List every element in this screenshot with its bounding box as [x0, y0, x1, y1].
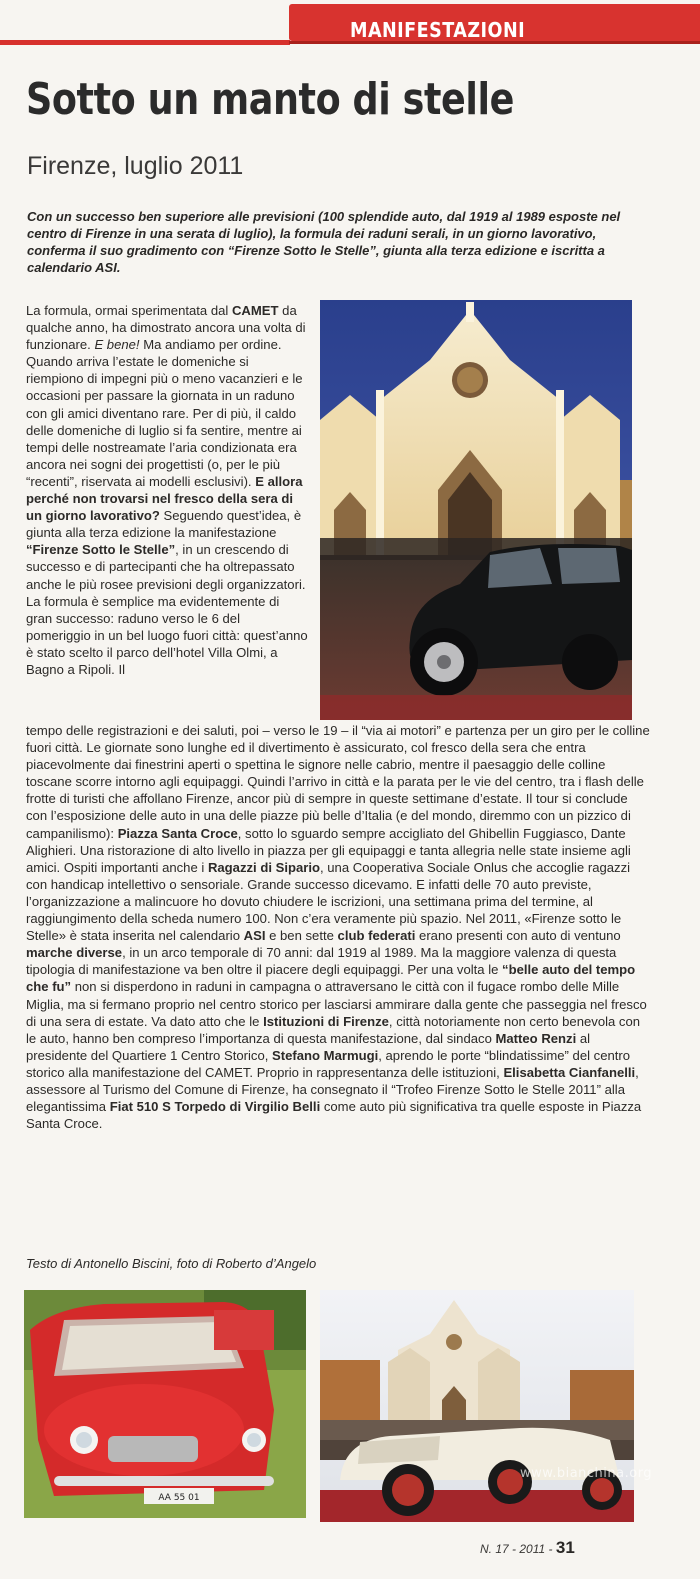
body-text: , una Cooperativa Sociale Onlus che accoglie ragazzi con handicap intellettivo o sensoriale. Grande successo dicevamo. E infatti delle 70 auto previste, l’organizzazione a malincuore ho dovuto chiudere le iscrizioni, una settimana prima del termine, al raggiungimento della scheda numero 100. Non c’era veramente più spazio. Nel 2011, «Firenze sotto le Stelle» è stata inserita nel calendario [26, 859, 631, 944]
photo-credits: Testo di Antonello Biscini, foto di Roberto d’Angelo [26, 1256, 317, 1271]
body-emphasis: “Firenze Sotto le Stelle” [26, 542, 176, 558]
photo-white-torpedo-image [320, 1290, 634, 1522]
body-paragraph-1 [26, 302, 308, 678]
body-text: , città notoriamente non certo benevola con le auto, hanno ben compreso l’importanza di questa manifestazione, dal sindaco [26, 1013, 641, 1046]
watermark: www.bianchina.org [520, 1466, 653, 1481]
issue-number: N. 17 [480, 1542, 509, 1556]
header-rule [0, 40, 290, 45]
body-text: , in un arco temporale di 70 anni: dal 1919 al 1989. Ma la maggiore valenza di questa tipologia di manifestazione va ben oltre il piacere degli equipaggi. Per una volta le [26, 945, 617, 978]
body-text: Seguendo quest’idea, è giunta alla terza edizione la manifestazione [26, 508, 302, 541]
footer-separator: - [512, 1542, 520, 1556]
body-emphasis: Istituzioni di Firenze [263, 1013, 389, 1029]
body-text: erano presenti con auto di ventuno [415, 928, 621, 944]
body-emphasis: Fiat 510 S Torpedo di Virgilio Belli [109, 1099, 321, 1115]
photo-red-cabriolet [24, 1290, 306, 1518]
article-body-wide [26, 722, 650, 1132]
body-italic: E bene! [94, 337, 140, 353]
body-text: Ma andiamo per ordine. Quando arriva l’estate le domeniche si riempiono di impegni più o meno vacanzieri e le occasioni per passare la giornata in un raduno con gli amici diventano rare. Per di più, il caldo delle domeniche di luglio si fa sentire, mentre ai tempi delle nostreamate l’aria condizionata era ancora nei sogni dei progettisti (o, per le più “recenti”, riservata ai modelli esclusivi). [26, 337, 303, 489]
article-lead: Con un successo ben superiore alle previsioni (100 splendide auto, dal 1919 al 1989 esposte nel centro di Firenze in una serata di luglio), la formula dei raduni serali, in un giorno lavorativo, conferma il suo gradimento con “Firenze Sotto le Stelle”, giunta alla terza edizione e iscritta a calendario ASI. [27, 209, 621, 275]
body-emphasis: “belle auto del tempo che fu” [26, 962, 636, 995]
body-emphasis: marche diverse [26, 945, 123, 961]
issue-year: 2011 [519, 1542, 546, 1556]
section-label: MANIFESTAZIONI [350, 18, 526, 42]
photo-red-cabriolet-image [24, 1290, 306, 1518]
body-emphasis: club federati [337, 928, 416, 944]
body-emphasis: Stefano Marmugi [272, 1047, 379, 1063]
article-body-column [26, 302, 308, 678]
footer-separator: - [548, 1542, 556, 1556]
body-text: come auto più significativa tra quelle esposte in Piazza Santa Croce. [26, 1099, 642, 1132]
license-plate: AA 55 01 [158, 1493, 200, 1503]
photo-santa-croce-night [320, 300, 632, 720]
body-text: , sotto lo sguardo sempre accigliato del Ghibellin Fuggiasco, Dante Alighieri. Una ristorazione di alto livello in piazza per gli equipaggi e tanta allegria nelle state insieme agli amici. Ospiti importanti anche i [26, 825, 631, 875]
body-emphasis: Ragazzi di Sipario [207, 859, 320, 875]
body-text: non si disperdono in raduni in campagna o attraversano le città con il fugace rombo delle Mille Miglia, ma si fermano proprio nel centro storico per lasciarsi ammirare dalla gente che passeggia nel fresco di una sera di estate. Va dato atto che le [26, 979, 647, 1029]
body-emphasis: Matteo Renzi [495, 1030, 577, 1046]
body-text: al presidente del Quartiere 1 Centro Storico, [26, 1030, 591, 1063]
body-text: , in un crescendo di successo e di partecipanti che ha oltrepassato anche le più rosee previsioni degli organizzatori. La formula è semplice ma evidentemente di gran successo: raduno verso le 6 del pomeriggio in un bel luogo fuori città: quest’anno è stato scelto il parco dell’hotel Villa Olmi, a Bagno a Ripoli. Il [26, 542, 308, 677]
body-emphasis: ASI [243, 928, 266, 944]
header-bar [0, 0, 700, 46]
article-title: Sotto un manto di stelle [26, 74, 514, 125]
body-emphasis: Elisabetta Cianfanelli [503, 1064, 636, 1080]
body-emphasis: E allora perché non trovarsi nel fresco della sera di un giorno lavorativo? [26, 473, 303, 524]
photo-santa-croce-night-image [320, 300, 632, 720]
body-text: , aprendo le porte “blindatissime” del centro storico alla manifestazione del CAMET. Proprio in rappresentanza delle istituzioni, [26, 1047, 631, 1080]
body-emphasis: CAMET [231, 303, 279, 318]
body-emphasis: Piazza Santa Croce [117, 825, 238, 841]
body-text: , assessore al Turismo del Comune di Firenze, ha consegnato il “Trofeo Firenze Sotto le Stelle 2011” alla elegantissima [26, 1064, 639, 1115]
body-text: La formula, ormai sperimentata dal [26, 303, 232, 318]
article-subtitle: Firenze, luglio 2011 [27, 152, 244, 180]
body-paragraph-2 [26, 722, 650, 1132]
page-footer [480, 1538, 650, 1560]
body-text: tempo delle registrazioni e dei saluti, poi – verso le 19 – il “via ai motori” e partenza per un giro per le colline fuori città. Le giornate sono lunghe ed il divertimento è assicurato, col fresco della sera che entra piacevolmente dai finestrini aperti o spettina le signore nelle cabrio, mentre il paesaggio delle colline toscane scorre intorno agli equipaggi. Quindi l’arrivo in città e la parata per le vie del centro, tra i flash delle frotte di turisti che affollano Firenze, ancor più di sempre in queste settimane d’estate. Il tour si conclude con l’esposizione delle auto in una delle piazze più belle d’Italia (e del mondo, diremmo con un pizzico di campanilismo): [26, 723, 650, 841]
page-number: 31 [555, 1538, 575, 1557]
body-text: e ben sette [265, 928, 338, 944]
body-text: da qualche anno, ha dimostrato ancora una volta di funzionare. [26, 303, 306, 353]
photo-white-torpedo [320, 1290, 634, 1522]
